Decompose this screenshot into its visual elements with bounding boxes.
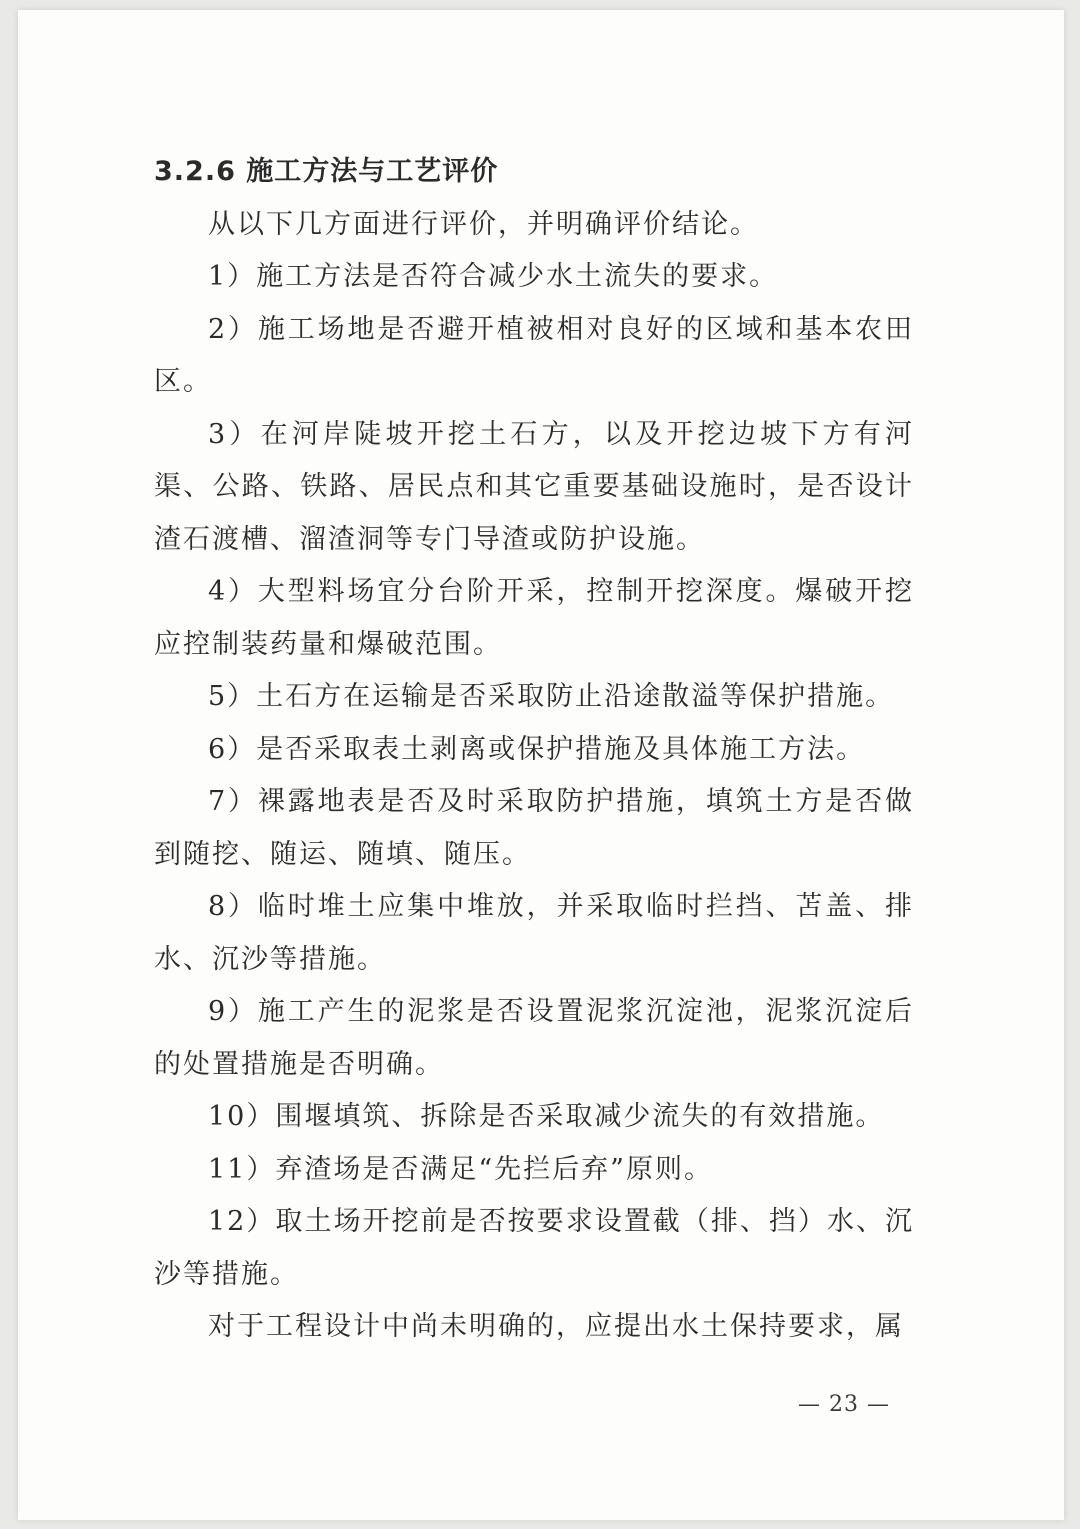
paragraph-intro: 从以下几方面进行评价，并明确评价结论。 [208,208,759,240]
paragraph-item-4: 4）大型料场宜分台阶开采，控制开挖深度。爆破开挖应控制装药量和爆破范围。 [154,576,914,660]
document-page [18,10,1064,1520]
paragraph-item-8: 8）临时堆土应集中堆放，并采取临时拦挡、苫盖、排水、沉沙等措施。 [154,891,914,975]
paragraph-item-11: 11）弃渣场是否满足“先拦后弃”原则。 [208,1153,713,1185]
paragraph-item-12: 12）取土场开挖前是否按要求设置截（排、挡）水、沉沙等措施。 [154,1206,914,1290]
paragraph-item-7: 7）裸露地表是否及时采取防护措施，填筑土方是否做到随挖、随运、随填、随压。 [154,786,914,870]
document-body [154,146,914,1354]
page-number: — 23 — [798,1392,890,1417]
paragraph-item-3: 3）在河岸陡坡开挖土石方，以及开挖边坡下方有河渠、公路、铁路、居民点和其它重要基础设施时，是否设计渣石渡槽、溜渣洞等专门导渣或防护设施。 [154,418,914,555]
paragraph-item-9: 9）施工产生的泥浆是否设置泥浆沉淀池，泥浆沉淀后的处置措施是否明确。 [154,996,914,1080]
paragraph-item-1: 1）施工方法是否符合减少水土流失的要求。 [208,261,779,292]
paragraph-item-2: 2）施工场地是否避开植被相对良好的区域和基本农田区。 [154,313,914,397]
paragraph-item-5: 5）土石方在运输是否采取防止沿途散溢等保护措施。 [208,681,895,712]
paragraph-item-10: 10）围堰填筑、拆除是否采取减少流失的有效措施。 [208,1101,885,1132]
paragraph-closing: 对于工程设计中尚未明确的，应提出水土保持要求，属 [208,1311,904,1342]
section-heading: 3.2.6 施工方法与工艺评价 [154,156,499,187]
paragraph-item-6: 6）是否采取表土剥离或保护措施及具体施工方法。 [208,733,866,765]
